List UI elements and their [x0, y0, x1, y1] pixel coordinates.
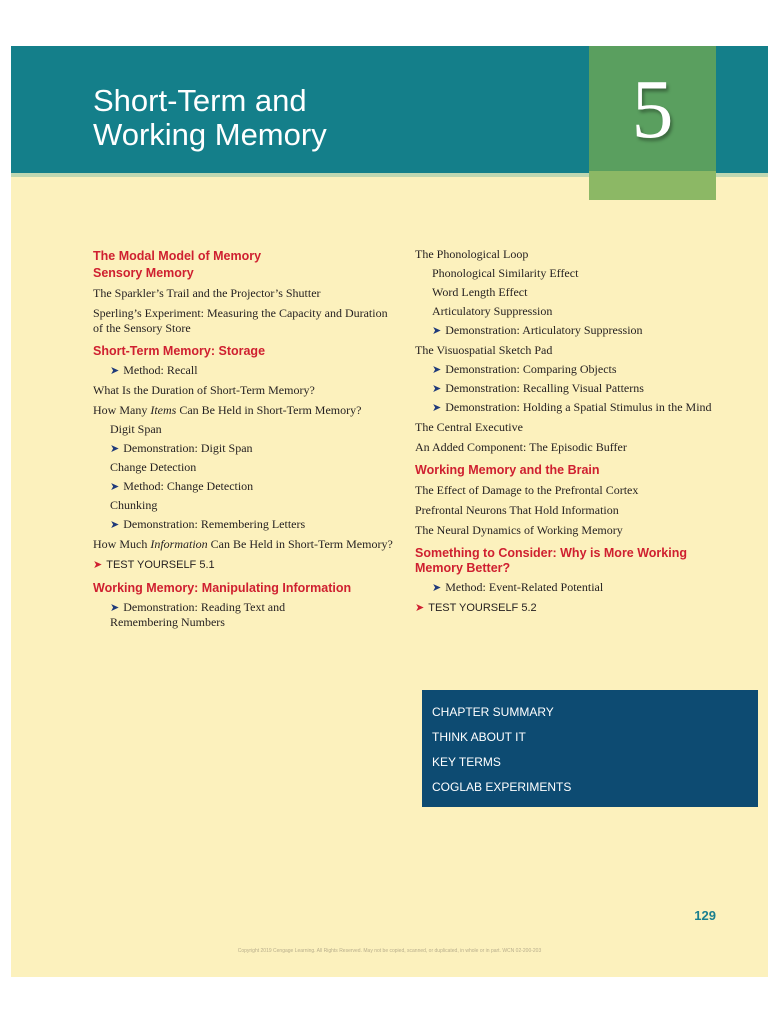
- arrow-bullet-icon: ➤: [415, 601, 425, 614]
- arrow-bullet-icon: ➤: [110, 480, 120, 493]
- entry-text: An Added Component: The Episodic Buffer: [415, 440, 627, 454]
- outline-entry: [415, 440, 745, 455]
- entry-text: Working Memory: Manipulating Information: [93, 581, 352, 595]
- arrow-bullet-icon: ➤: [432, 363, 442, 376]
- arrow-bullet-icon: ➤: [432, 581, 442, 594]
- outline-entry: [93, 286, 413, 301]
- entry-text: The Central Executive: [415, 420, 523, 434]
- arrow-bullet-icon: ➤: [110, 442, 120, 455]
- chapter-title-line-2: Working Memory: [93, 117, 327, 152]
- feature-entry: [93, 479, 413, 494]
- feature-entry: [415, 580, 745, 595]
- chapter-title-line-1: Short-Term and: [93, 83, 307, 118]
- chapter-number-tab: [589, 171, 716, 200]
- chapter-summary-list: [432, 700, 571, 800]
- feature-entry: [93, 441, 413, 456]
- entry-emphasis: Information: [150, 537, 208, 551]
- entry-text: Digit Span: [110, 422, 162, 436]
- subsection-entry: [415, 266, 745, 281]
- outline-right-column: [415, 247, 745, 616]
- test-yourself-entry: [415, 600, 745, 616]
- entry-text: Working Memory and the Brain: [415, 463, 600, 477]
- section-heading: [93, 266, 413, 281]
- entry-text: Something to Consider: Why is More Working: [415, 546, 687, 560]
- summary-item: CHAPTER SUMMARY: [432, 705, 554, 719]
- entry-text: Memory Better?: [415, 561, 511, 575]
- outline-entry: [93, 321, 413, 336]
- entry-text: The Neural Dynamics of Working Memory: [415, 523, 623, 537]
- outline-entry: [93, 306, 413, 321]
- chapter-number: 5: [631, 63, 674, 156]
- entry-text: Demonstration: Recalling Visual Patterns: [445, 381, 644, 395]
- section-heading: [415, 561, 745, 576]
- entry-text: Can Be Held in Short-Term Memory?: [207, 537, 393, 551]
- outline-entry: [415, 523, 745, 538]
- subsection-entry: [415, 285, 745, 300]
- entry-text: of the Sensory Store: [93, 321, 191, 335]
- feature-entry: [415, 381, 745, 396]
- entry-text: Demonstration: Digit Span: [123, 441, 253, 455]
- summary-item: KEY TERMS: [432, 755, 501, 769]
- entry-text: The Visuospatial Sketch Pad: [415, 343, 553, 357]
- arrow-bullet-icon: ➤: [110, 364, 120, 377]
- entry-text: The Phonological Loop: [415, 247, 529, 261]
- feature-entry: [415, 362, 745, 377]
- copyright-notice: Copyright 2019 Cengage Learning. All Rights Reserved. May not be copied, scanned, or duplicated, in whole or in part. WCN 02-200-203: [237, 948, 542, 954]
- test-yourself-entry: [93, 557, 413, 573]
- book-page: [11, 46, 768, 977]
- feature-entry: [415, 323, 745, 338]
- arrow-bullet-icon: ➤: [110, 518, 120, 531]
- entry-text: Change Detection: [110, 460, 197, 474]
- feature-entry: [415, 400, 745, 415]
- arrow-bullet-icon: ➤: [432, 324, 442, 337]
- arrow-bullet-icon: ➤: [110, 601, 120, 614]
- entry-text: Can Be Held in Short-Term Memory?: [176, 403, 362, 417]
- entry-text: Short-Term Memory: Storage: [93, 344, 266, 358]
- entry-text: The Sparkler’s Trail and the Projector’s Shutter: [93, 286, 321, 300]
- entry-text: Articulatory Suppression: [432, 304, 553, 318]
- entry-text: How Much: [93, 537, 151, 551]
- entry-text: Word Length Effect: [432, 285, 528, 299]
- feature-entry: [93, 517, 413, 532]
- outline-entry: [415, 503, 745, 518]
- outline-entry: [415, 483, 745, 498]
- feature-entry: [93, 363, 413, 378]
- subsection-entry: [93, 460, 413, 475]
- entry-text: Demonstration: Holding a Spatial Stimulus in the Mind: [445, 400, 712, 414]
- outline-entry: [93, 403, 413, 418]
- outline-entry: [93, 537, 413, 552]
- outline-entry: [415, 420, 745, 435]
- feature-entry: [93, 600, 413, 615]
- subsection-entry: [93, 498, 413, 513]
- outline-entry: [415, 247, 745, 262]
- entry-text: Demonstration: Articulatory Suppression: [445, 323, 643, 337]
- entry-text: The Effect of Damage to the Prefrontal Cortex: [415, 483, 639, 497]
- subsection-entry: [93, 422, 413, 437]
- subsection-entry: [415, 304, 745, 319]
- section-heading: [93, 581, 413, 596]
- section-heading: [93, 249, 413, 264]
- section-heading: [415, 546, 745, 561]
- entry-text: Method: Recall: [123, 363, 198, 377]
- entry-text: TEST YOURSELF 5.1: [106, 559, 215, 571]
- entry-text: How Many: [93, 403, 151, 417]
- entry-text: Demonstration: Remembering Letters: [123, 517, 306, 531]
- entry-text: Phonological Similarity Effect: [432, 266, 579, 280]
- entry-text: TEST YOURSELF 5.2: [428, 602, 537, 614]
- section-heading: [415, 463, 745, 478]
- entry-text: What Is the Duration of Short-Term Memory?: [93, 383, 315, 397]
- outline-entry: [415, 343, 745, 358]
- entry-text: Method: Change Detection: [123, 479, 254, 493]
- summary-item: COGLAB EXPERIMENTS: [432, 780, 572, 794]
- entry-text: Method: Event-Related Potential: [445, 580, 604, 594]
- outline-left-column: [93, 249, 413, 630]
- chapter-title: [93, 84, 327, 152]
- entry-text: Sensory Memory: [93, 266, 194, 280]
- entry-emphasis: Items: [150, 403, 177, 417]
- subsection-entry: [93, 615, 413, 630]
- section-heading: [93, 344, 413, 359]
- outline-entry: [93, 383, 413, 398]
- arrow-bullet-icon: ➤: [432, 401, 442, 414]
- entry-text: Chunking: [110, 498, 158, 512]
- entry-text: Demonstration: Reading Text and: [123, 600, 286, 614]
- entry-text: Prefrontal Neurons That Hold Information: [415, 503, 619, 517]
- entry-text: Sperling’s Experiment: Measuring the Capacity and Duration: [93, 306, 388, 320]
- page-number: 129: [694, 908, 716, 923]
- entry-text: Remembering Numbers: [110, 615, 225, 629]
- entry-text: Demonstration: Comparing Objects: [445, 362, 617, 376]
- entry-text: The Modal Model of Memory: [93, 249, 262, 263]
- summary-item: THINK ABOUT IT: [432, 730, 526, 744]
- arrow-bullet-icon: ➤: [432, 382, 442, 395]
- arrow-bullet-icon: ➤: [93, 558, 103, 571]
